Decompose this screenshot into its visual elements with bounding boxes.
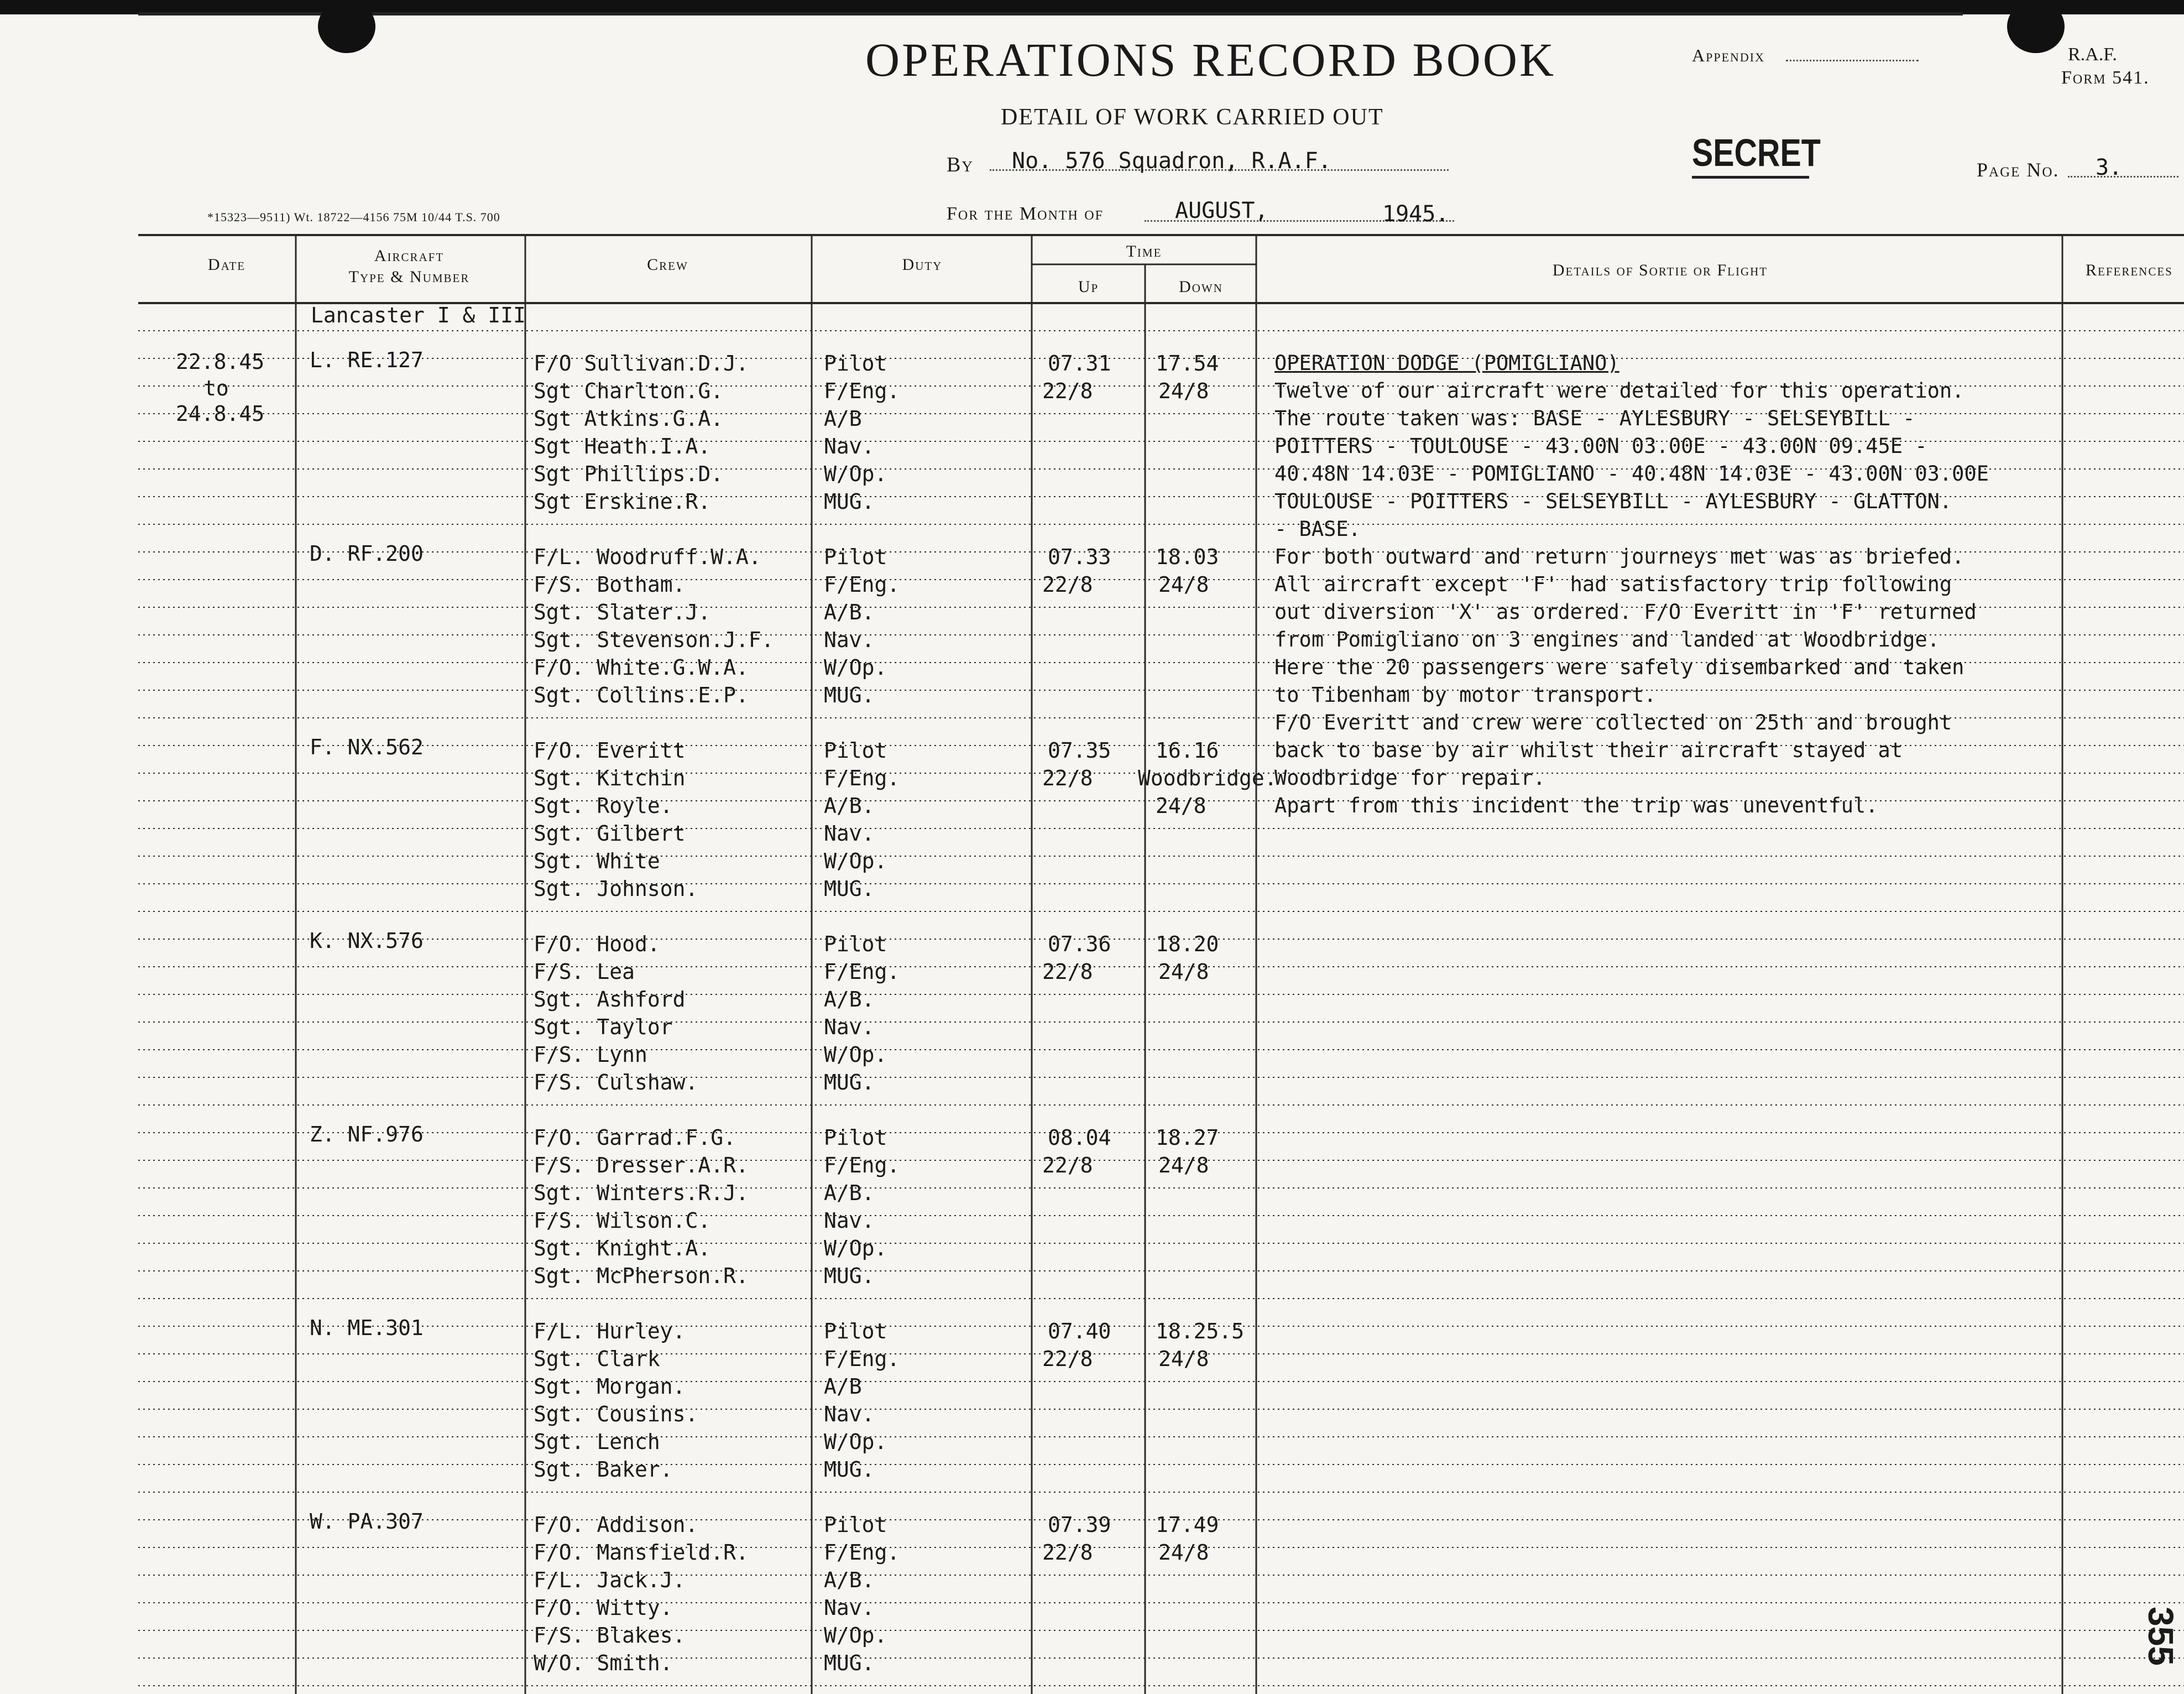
time-down: 18.27 bbox=[1156, 1125, 1219, 1150]
time-up-date: 22/8 bbox=[1042, 1153, 1093, 1177]
crew-duty: MUG. bbox=[824, 1264, 875, 1288]
time-up: 07.35 bbox=[1048, 738, 1111, 763]
crew-duty: W/Op. bbox=[824, 655, 887, 680]
time-down-date: 24/8 bbox=[1158, 960, 1209, 984]
detail-line: from Pomigliano on 3 engines and landed at Woodbridge. bbox=[1274, 628, 1940, 651]
time-down: 17.54 bbox=[1156, 351, 1219, 376]
crew-duty: Pilot bbox=[824, 351, 887, 376]
operation-title: OPERATION DODGE (POMIGLIANO) bbox=[1274, 351, 1619, 375]
aircraft-type: Lancaster I & III bbox=[311, 303, 526, 327]
crew-duty: W/Op. bbox=[824, 1236, 887, 1260]
crew-name: Sgt. Knight.A. bbox=[534, 1236, 711, 1260]
time-up-date: 22/8 bbox=[1042, 960, 1093, 984]
detail-line: F/O Everitt and crew were collected on 25th and brought bbox=[1274, 711, 1952, 734]
crew-duty: MUG. bbox=[824, 1651, 875, 1675]
detail-line: out diversion 'X' as ordered. F/O Everitt in 'F' returned bbox=[1274, 600, 1977, 624]
page-subtitle: DETAIL OF WORK CARRIED OUT bbox=[1001, 105, 1384, 130]
crew-duty: A/B. bbox=[824, 600, 875, 624]
col-header-duty: Duty bbox=[902, 256, 943, 274]
crew-duty: A/B bbox=[824, 1374, 862, 1399]
crew-duty: A/B. bbox=[824, 987, 875, 1012]
crew-duty: Nav. bbox=[824, 1402, 875, 1426]
time-up: 07.36 bbox=[1048, 932, 1111, 956]
crew-duty: W/Op. bbox=[824, 849, 887, 873]
crew-name: Sgt Heath.I.A. bbox=[534, 434, 711, 458]
aircraft-id: Z. NF.976 bbox=[310, 1122, 424, 1146]
crew-name: Sgt. Stevenson.J.F. bbox=[534, 628, 774, 652]
month-label: For the Month of bbox=[947, 204, 1104, 224]
col-header-date: Date bbox=[207, 256, 246, 274]
crew-duty: Pilot bbox=[824, 932, 887, 956]
crew-duty: F/Eng. bbox=[824, 1347, 900, 1371]
crew-name: F/S. Lea bbox=[534, 960, 635, 984]
crew-name: Sgt Erskine.R. bbox=[534, 489, 711, 514]
crew-name: Sgt. Johnson. bbox=[534, 877, 698, 901]
squadron-name: No. 576 Squadron, R.A.F. bbox=[1012, 148, 1331, 174]
crew-name: Sgt. Kitchin bbox=[534, 766, 686, 790]
crew-name: Sgt. Royle. bbox=[534, 794, 673, 818]
crew-duty: A/B. bbox=[824, 1568, 875, 1592]
crew-duty: Nav. bbox=[824, 1596, 875, 1620]
col-header-aircraft-type: Type & Number bbox=[348, 268, 470, 286]
col-header-crew: Crew bbox=[647, 256, 688, 274]
detail-line: Here the 20 passengers were safely disembarked and taken bbox=[1274, 655, 1964, 679]
aircraft-id: L. RE.127 bbox=[310, 348, 424, 372]
detail-line: 40.48N 14.03E - POMIGLIANO - 40.48N 14.03E - 43.00N 03.00E bbox=[1274, 462, 1989, 486]
crew-duty: Nav. bbox=[824, 628, 875, 652]
col-header-up: Up bbox=[1078, 278, 1099, 296]
page-label: Page No. bbox=[1977, 159, 2060, 181]
crew-name: Sgt. Baker. bbox=[534, 1457, 673, 1482]
detail-line: Apart from this incident the trip was uneventful. bbox=[1274, 794, 1878, 817]
crew-name: Sgt. Morgan. bbox=[534, 1374, 686, 1399]
time-up: 07.40 bbox=[1048, 1319, 1111, 1343]
crew-name: F/L. Jack.J. bbox=[534, 1568, 686, 1592]
crew-name: Sgt Atkins.G.A. bbox=[534, 406, 724, 431]
crew-name: Sgt. Collins.E.P. bbox=[534, 683, 749, 707]
crew-name: Sgt. Clark bbox=[534, 1347, 660, 1371]
time-up: 07.33 bbox=[1048, 545, 1111, 569]
time-down-date: 24/8 bbox=[1158, 379, 1209, 403]
crew-duty: Pilot bbox=[824, 545, 887, 569]
crew-name: Sgt. Winters.R.J. bbox=[534, 1181, 749, 1205]
crew-duty: MUG. bbox=[824, 1070, 875, 1094]
form-raf: R.A.F. bbox=[2068, 44, 2117, 65]
crew-duty: Pilot bbox=[824, 1513, 887, 1537]
aircraft-id: K. NX.576 bbox=[310, 929, 424, 953]
time-down: 18.20 bbox=[1156, 932, 1219, 956]
crew-name: F/O. Hood. bbox=[534, 932, 660, 956]
crew-name: F/O. Garrad.F.G. bbox=[534, 1125, 736, 1150]
crew-name: F/O. Witty. bbox=[534, 1596, 673, 1620]
crew-name: F/O Sullivan.D.J. bbox=[534, 351, 749, 376]
date-to: 24.8.45 bbox=[176, 402, 265, 426]
aircraft-id: W. PA.307 bbox=[310, 1509, 424, 1534]
crew-duty: MUG. bbox=[824, 877, 875, 901]
crew-name: F/S. Wilson.C. bbox=[534, 1208, 711, 1233]
aircraft-id: D. RF.200 bbox=[310, 541, 424, 566]
detail-line: Twelve of our aircraft were detailed for this operation. bbox=[1274, 379, 1964, 403]
detail-line: - BASE. bbox=[1274, 517, 1361, 541]
crew-duty: MUG. bbox=[824, 683, 875, 707]
page-title: OPERATIONS RECORD BOOK bbox=[865, 33, 1556, 86]
crew-name: Sgt. White bbox=[534, 849, 660, 873]
detail-line: back to base by air whilst their aircraft stayed at bbox=[1274, 738, 1903, 762]
aircraft-id: F. NX.562 bbox=[310, 735, 424, 759]
crew-name: F/S. Lynn bbox=[534, 1043, 647, 1067]
crew-name: Sgt. Ashford bbox=[534, 987, 686, 1012]
crew-duty: Pilot bbox=[824, 1319, 887, 1343]
detail-line: TOULOUSE - POITTERS - SELSEYBILL - AYLESBURY - GLATTON. bbox=[1274, 489, 1952, 513]
crew-duty: Nav. bbox=[824, 1015, 875, 1039]
date-to-word: to bbox=[203, 376, 229, 400]
crew-name: F/L. Woodruff.W.A. bbox=[534, 545, 761, 569]
time-down-date-2: 24/8 bbox=[1156, 794, 1206, 818]
crew-name: F/O. White.G.W.A. bbox=[534, 655, 749, 680]
detail-line: For both outward and return journeys met was as briefed. bbox=[1274, 545, 1964, 569]
crew-duty: MUG. bbox=[824, 489, 875, 514]
crew-duty: F/Eng. bbox=[824, 379, 900, 403]
crew-duty: F/Eng. bbox=[824, 766, 900, 790]
detail-line: Woodbridge for repair. bbox=[1274, 766, 1546, 790]
crew-name: Sgt. McPherson.R. bbox=[534, 1264, 749, 1288]
crew-duty: A/B. bbox=[824, 1181, 875, 1205]
crew-name: F/L. Hurley. bbox=[534, 1319, 686, 1343]
crew-name: Sgt. Gilbert bbox=[534, 821, 686, 846]
crew-name: Sgt Phillips.D. bbox=[534, 462, 724, 486]
crew-name: F/S. Culshaw. bbox=[534, 1070, 698, 1094]
crew-duty: W/Op. bbox=[824, 1043, 887, 1067]
detail-line: All aircraft except 'F' had satisfactory trip following bbox=[1274, 572, 1952, 596]
time-up: 07.31 bbox=[1048, 351, 1111, 376]
crew-duty: W/Op. bbox=[824, 1623, 887, 1648]
crew-duty: Nav. bbox=[824, 1208, 875, 1233]
crew-duty: Nav. bbox=[824, 821, 875, 846]
time-down: 17.49 bbox=[1156, 1513, 1219, 1537]
form-number: Form 541. bbox=[2061, 67, 2150, 88]
crew-duty: A/B bbox=[824, 406, 862, 431]
crew-name: Sgt. Lench bbox=[534, 1430, 660, 1454]
appendix-label: Appendix bbox=[1692, 45, 1765, 65]
time-up: 07.39 bbox=[1048, 1513, 1111, 1537]
time-down-date: 24/8 bbox=[1158, 1347, 1209, 1371]
time-up-date: 22/8 bbox=[1042, 1540, 1093, 1565]
print-code: *15323—9511) Wt. 18722—4156 75M 10/44 T.S. 700 bbox=[207, 210, 500, 224]
crew-name: F/S. Blakes. bbox=[534, 1623, 686, 1648]
col-header-details: Details of Sortie or Flight bbox=[1552, 261, 1768, 279]
col-header-time: Time bbox=[1126, 242, 1162, 260]
crew-name: W/O. Smith. bbox=[534, 1651, 673, 1675]
time-down-date: 24/8 bbox=[1158, 572, 1209, 597]
by-label: By bbox=[947, 153, 974, 176]
crew-name: F/O. Mansfield.R. bbox=[534, 1540, 749, 1565]
crew-duty: A/B. bbox=[824, 794, 875, 818]
time-down: 16.16 bbox=[1156, 738, 1219, 763]
crew-duty: F/Eng. bbox=[824, 1153, 900, 1177]
margin-page-number: 355 bbox=[2141, 1607, 2181, 1666]
crew-duty: Pilot bbox=[824, 738, 887, 763]
detail-line: to Tibenham by motor transport. bbox=[1274, 683, 1657, 707]
time-up: 08.04 bbox=[1048, 1125, 1111, 1150]
time-down-date: Woodbridge. bbox=[1138, 766, 1277, 790]
time-up-date: 22/8 bbox=[1042, 379, 1093, 403]
crew-name: Sgt. Cousins. bbox=[534, 1402, 698, 1426]
crew-name: Sgt. Slater.J. bbox=[534, 600, 711, 624]
crew-duty: F/Eng. bbox=[824, 572, 900, 597]
crew-duty: W/Op. bbox=[824, 1430, 887, 1454]
time-up-date: 22/8 bbox=[1042, 766, 1093, 790]
year-value: 1945. bbox=[1382, 201, 1449, 227]
crew-duty: W/Op. bbox=[824, 462, 887, 486]
crew-name: F/O. Everitt bbox=[534, 738, 686, 763]
crew-duty: Nav. bbox=[824, 434, 875, 458]
crew-duty: F/Eng. bbox=[824, 1540, 900, 1565]
crew-name: Sgt. Taylor bbox=[534, 1015, 673, 1039]
date-from: 22.8.45 bbox=[176, 350, 265, 374]
crew-name: Sgt Charlton.G. bbox=[534, 379, 724, 403]
detail-line: POITTERS - TOULOUSE - 43.00N 03.00E - 43.00N 09.45E - bbox=[1274, 434, 1927, 458]
crew-name: F/S. Dresser.A.R. bbox=[534, 1153, 749, 1177]
crew-name: F/O. Addison. bbox=[534, 1513, 698, 1537]
time-down: 18.25.5 bbox=[1156, 1319, 1245, 1343]
time-down-date: 24/8 bbox=[1158, 1153, 1209, 1177]
secret-stamp: SECRET bbox=[1692, 131, 1821, 174]
crew-duty: F/Eng. bbox=[824, 960, 900, 984]
month-value: AUGUST, bbox=[1175, 198, 1268, 223]
time-up-date: 22/8 bbox=[1042, 1347, 1093, 1371]
time-down: 18.03 bbox=[1156, 545, 1219, 569]
col-header-down: Down bbox=[1179, 278, 1223, 296]
col-header-references: References bbox=[2086, 261, 2173, 279]
aircraft-id: N. ME.301 bbox=[310, 1316, 424, 1340]
col-header-aircraft: Aircraft bbox=[374, 247, 445, 265]
crew-name: F/S. Botham. bbox=[534, 572, 686, 597]
time-down-date: 24/8 bbox=[1158, 1540, 1209, 1565]
detail-line: The route taken was: BASE - AYLESBURY - SELSEYBILL - bbox=[1274, 406, 1915, 430]
crew-duty: MUG. bbox=[824, 1457, 875, 1482]
time-up-date: 22/8 bbox=[1042, 572, 1093, 597]
crew-duty: Pilot bbox=[824, 1125, 887, 1150]
page-number: 3. bbox=[2096, 155, 2123, 180]
